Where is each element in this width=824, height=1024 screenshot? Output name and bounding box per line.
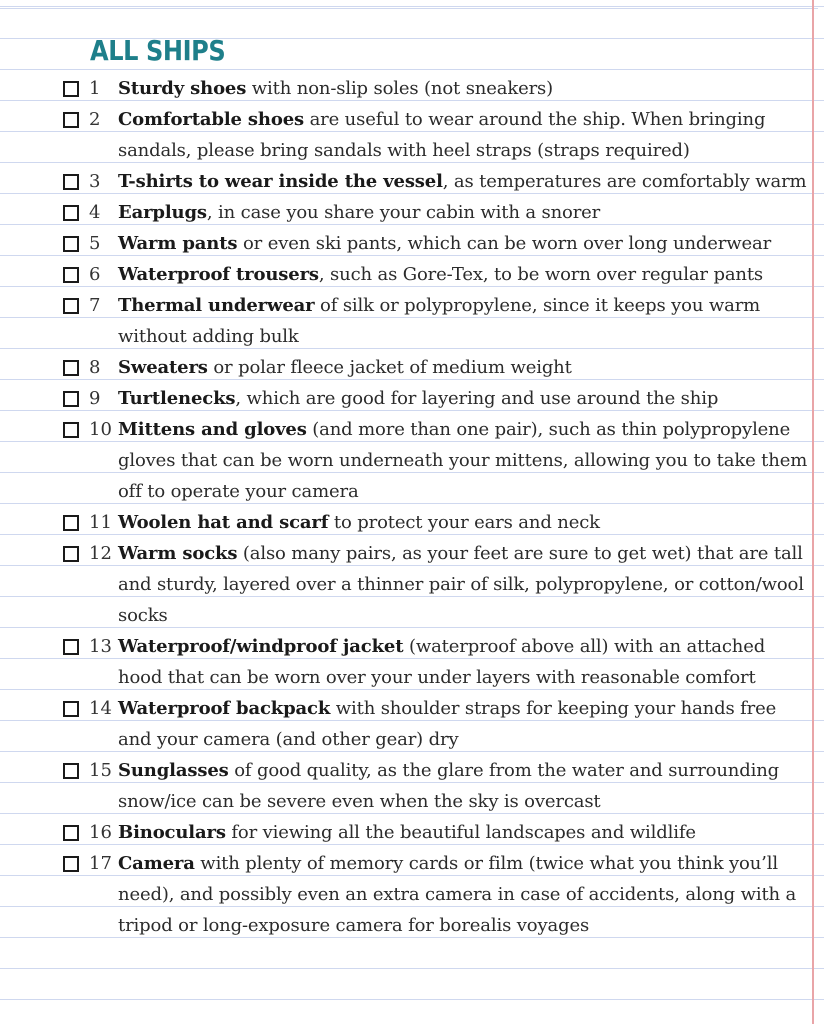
item-number: 6 <box>89 264 101 285</box>
item-number: 2 <box>89 109 101 130</box>
item-text <box>118 414 812 507</box>
checklist-item <box>0 538 812 631</box>
checklist-item <box>0 817 812 848</box>
item-text <box>118 228 812 259</box>
item-bold-text: Sturdy shoes <box>118 78 247 99</box>
item-text <box>118 166 812 197</box>
item-number: 10 <box>89 419 112 440</box>
item-text <box>118 383 812 414</box>
item-bold-text: Thermal underwear <box>118 295 315 316</box>
checkbox[interactable] <box>63 391 79 407</box>
checklist-item <box>0 104 812 166</box>
checklist-item <box>0 166 812 197</box>
checkbox[interactable] <box>63 856 79 872</box>
checkbox[interactable] <box>63 112 79 128</box>
checkbox[interactable] <box>63 174 79 190</box>
checkbox[interactable] <box>63 546 79 562</box>
item-bold-text: Sweaters <box>118 357 208 378</box>
checkbox[interactable] <box>63 639 79 655</box>
item-rest-text: with plenty of memory cards or film (twice what you think you’ll need), and possibly even an extra camera in case of accidents, along with a tripod or long-exposure camera for borealis voyages <box>118 853 797 936</box>
checklist-item <box>0 755 812 817</box>
checkbox[interactable] <box>63 763 79 779</box>
item-bold-text: Woolen hat and scarf <box>118 512 329 533</box>
checklist-item <box>0 631 812 693</box>
checklist-item <box>0 197 812 228</box>
item-rest-text: for viewing all the beautiful landscapes and wildlife <box>225 822 696 843</box>
item-number: 17 <box>89 853 112 874</box>
item-rest-text: (also many pairs, as your feet are sure to get wet) that are tall and sturdy, layered over a thinner pair of silk, polypropylene, or cotton/wool socks <box>118 543 804 626</box>
margin-line <box>812 0 814 1024</box>
item-number: 8 <box>89 357 101 378</box>
item-text <box>118 507 812 538</box>
checklist-item <box>0 228 812 259</box>
item-bold-text: Sunglasses <box>118 760 229 781</box>
item-text <box>118 197 812 228</box>
item-rest-text: of silk or polypropylene, since it keeps you warm without adding bulk <box>118 295 761 347</box>
item-number: 3 <box>89 171 101 192</box>
item-bold-text: Turtlenecks <box>118 388 236 409</box>
item-number: 9 <box>89 388 101 409</box>
checklist-item <box>0 414 812 507</box>
item-number: 7 <box>89 295 101 316</box>
item-number: 5 <box>89 233 101 254</box>
item-text <box>118 73 812 104</box>
item-number: 1 <box>89 78 101 99</box>
checkbox[interactable] <box>63 81 79 97</box>
item-text <box>118 352 812 383</box>
checklist-item <box>0 693 812 755</box>
checkbox[interactable] <box>63 422 79 438</box>
item-text <box>118 693 812 755</box>
item-bold-text: T-shirts to wear inside the vessel <box>118 171 443 192</box>
checkbox[interactable] <box>63 267 79 283</box>
item-rest-text: with non-slip soles (not sneakers) <box>246 78 553 99</box>
item-text <box>118 755 812 817</box>
item-bold-text: Waterproof backpack <box>118 698 331 719</box>
top-rule-line <box>0 8 818 9</box>
item-rest-text: or even ski pants, which can be worn over long underwear <box>237 233 772 254</box>
item-number: 11 <box>89 512 112 533</box>
item-number: 13 <box>89 636 112 657</box>
item-text <box>118 848 812 941</box>
item-number: 4 <box>89 202 101 223</box>
item-rest-text: , which are good for layering and use around the ship <box>235 388 719 409</box>
item-text <box>118 104 812 166</box>
item-text <box>118 290 812 352</box>
item-rest-text: (waterproof above all) with an attached hood that can be worn over your under layers with reasonable comfort <box>118 636 766 688</box>
item-bold-text: Camera <box>118 853 195 874</box>
item-rest-text: , such as Gore-Tex, to be worn over regular pants <box>318 264 764 285</box>
item-rest-text: , as temperatures are comfortably warm <box>442 171 807 192</box>
item-text <box>118 259 812 290</box>
checklist-item <box>0 73 812 104</box>
checklist-item <box>0 507 812 538</box>
checklist-item <box>0 259 812 290</box>
item-rest-text: , in case you share your cabin with a snorer <box>206 202 601 223</box>
item-rest-text: with shoulder straps for keeping your hands free and your camera (and other gear) dry <box>118 698 777 750</box>
item-bold-text: Waterproof/windproof jacket <box>118 636 404 657</box>
checklist-item <box>0 848 812 941</box>
checkbox[interactable] <box>63 298 79 314</box>
item-number: 15 <box>89 760 112 781</box>
checkbox[interactable] <box>63 515 79 531</box>
item-number: 14 <box>89 698 112 719</box>
item-text <box>118 817 812 848</box>
item-bold-text: Mittens and gloves <box>118 419 307 440</box>
item-bold-text: Earplugs <box>118 202 207 223</box>
item-text <box>118 538 812 631</box>
checkbox[interactable] <box>63 236 79 252</box>
item-rest-text: or polar fleece jacket of medium weight <box>207 357 572 378</box>
item-bold-text: Warm socks <box>118 543 238 564</box>
page-title: ALL SHIPS <box>90 34 226 67</box>
item-number: 16 <box>89 822 112 843</box>
item-rest-text: of good quality, as the glare from the water and surrounding snow/ice can be severe even when the sky is overcast <box>118 760 780 812</box>
checkbox[interactable] <box>63 360 79 376</box>
item-bold-text: Waterproof trousers <box>118 264 319 285</box>
item-rest-text: (and more than one pair), such as thin polypropylene gloves that can be worn underneath your mittens, allowing you to take them off to operate your camera <box>118 419 808 502</box>
packing-checklist <box>0 73 812 941</box>
item-bold-text: Comfortable shoes <box>118 109 304 130</box>
item-text <box>118 631 812 693</box>
item-rest-text: to protect your ears and neck <box>328 512 600 533</box>
checklist-item <box>0 290 812 352</box>
checkbox[interactable] <box>63 701 79 717</box>
checkbox[interactable] <box>63 205 79 221</box>
item-rest-text: are useful to wear around the ship. When bringing sandals, please bring sandals with heel straps (straps required) <box>118 109 766 161</box>
item-bold-text: Binoculars <box>118 822 226 843</box>
item-number: 12 <box>89 543 112 564</box>
checkbox[interactable] <box>63 825 79 841</box>
item-bold-text: Warm pants <box>118 233 238 254</box>
checklist-item <box>0 352 812 383</box>
checklist-item <box>0 383 812 414</box>
